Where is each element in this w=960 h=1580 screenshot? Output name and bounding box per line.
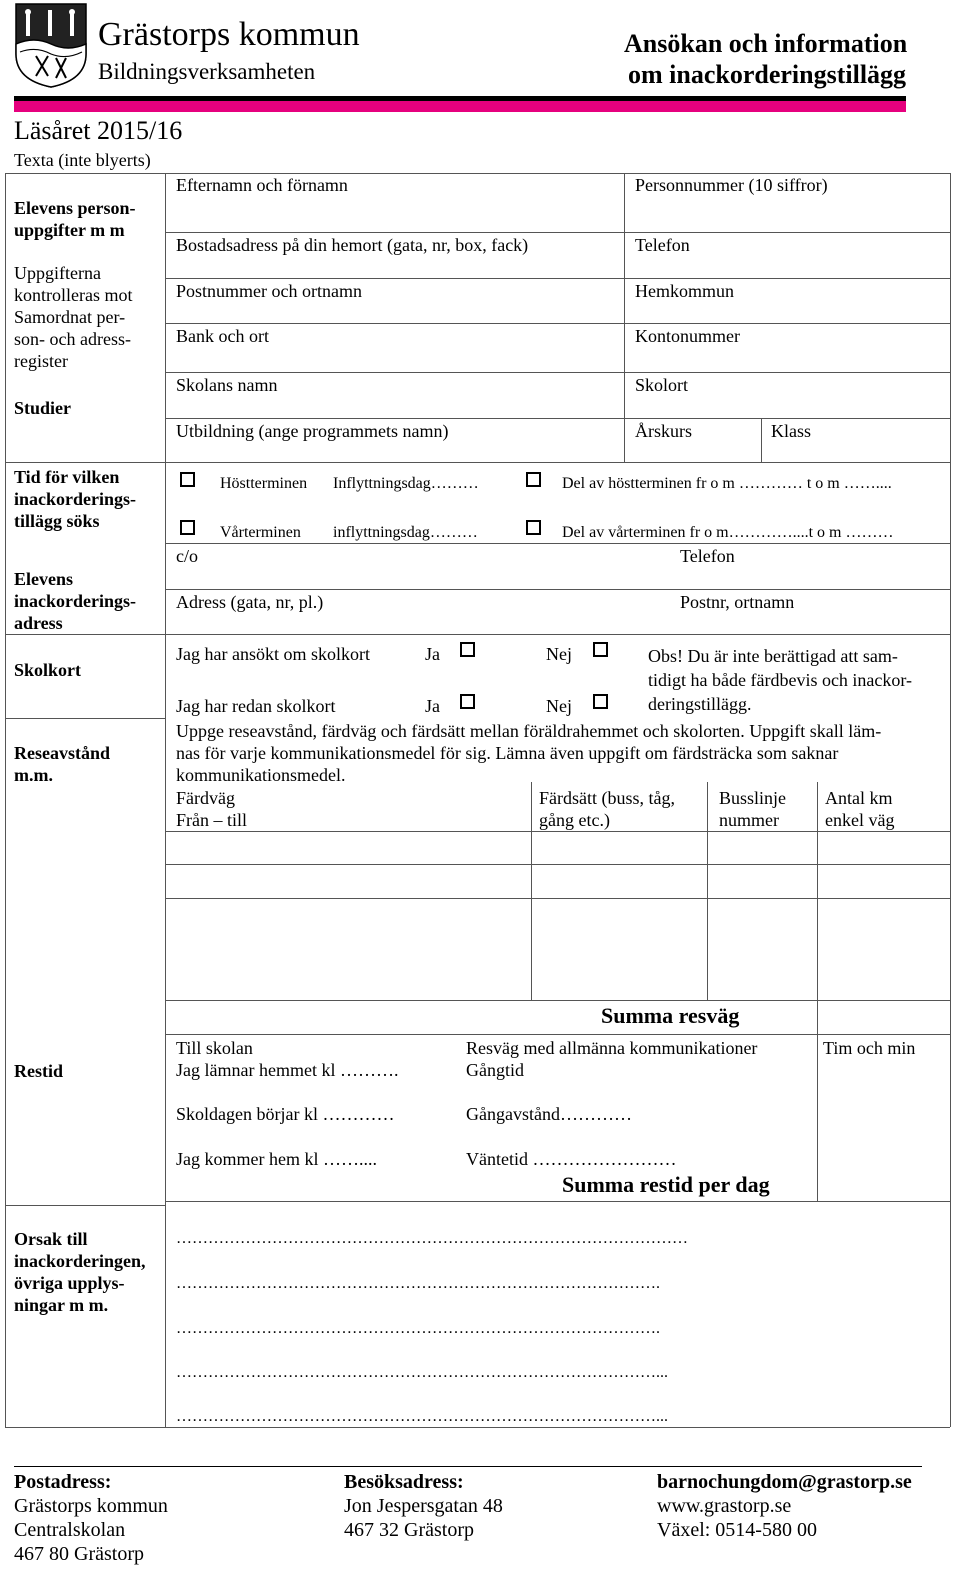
field-name[interactable]: Efternamn och förnamn [176,175,348,195]
footer-visit-line-1: Jon Jespersgatan 48 [344,1495,503,1517]
label-public-transport: Resväg med allmänna kommunikationer [466,1038,758,1058]
reason-line-4[interactable]: ………………………………………………………………………………... [176,1364,668,1381]
municipality-logo [14,2,88,88]
col-bus-line: Busslinje nummer [719,788,787,830]
buscard-note: Obs! Du är inte berättigad att sam- tidigt ha både färdbevis och inackor- deringstillägg. [648,646,913,714]
footer-postal-line-2: Centralskolan [14,1519,126,1541]
footer-postal-label: Postadress: [14,1471,112,1493]
sum-distance-label: Summa resväg [601,1003,740,1028]
section-heading-studies: Studier [14,398,72,418]
distance-row-2[interactable] [167,866,949,897]
footer-website[interactable]: www.grastorp.se [657,1495,792,1517]
field-postal[interactable]: Postnummer och ortnamn [176,281,362,301]
field-boarding-phone[interactable]: Telefon [680,546,735,566]
checkbox-applied-yes[interactable] [460,642,475,657]
distance-row-3[interactable] [167,900,949,999]
section-heading-period: Tid för vilken inackorderings- tillägg söks [14,467,137,531]
section-heading-traveltime: Restid [14,1061,63,1081]
section-heading-distance: Reseavstånd m.m. [14,743,111,785]
field-autumn-move-in[interactable]: Inflyttningsdag……… [333,475,479,492]
department-name: Bildningsverksamheten [98,59,316,84]
checkbox-have-yes[interactable] [460,694,475,709]
label-spring-term: Vårterminen [220,524,301,541]
section-heading-personal: Elevens person- uppgifter m m [14,198,136,240]
col-km: Antal km enkel väg [825,788,895,830]
header-rule-accent [14,101,906,112]
section-heading-reason: Orsak till inackorderingen, övriga upplys- ningar m m. [14,1229,146,1315]
municipality-name: Grästorps kommun [98,16,360,53]
footer-email[interactable]: barnochungdom@grastorp.se [657,1471,912,1493]
reason-line-3[interactable]: ………………………………………………………………………………. [176,1320,660,1337]
label-have-yes: Ja [425,696,440,716]
field-walking-distance[interactable]: Gångavstånd………… [466,1104,632,1124]
instruction-text: Texta (inte blyerts) [14,150,151,170]
field-personnummer[interactable]: Personnummer (10 siffror) [635,175,828,195]
label-have-no: Nej [546,696,572,716]
col-mode: Färdsätt (buss, tåg, gång etc.) [539,788,675,830]
field-boarding-address[interactable]: Adress (gata, nr, pl.) [176,592,324,612]
checkbox-applied-no[interactable] [593,642,608,657]
field-program[interactable]: Utbildning (ange programmets namn) [176,421,449,441]
field-care-of[interactable]: c/o [176,546,198,566]
reason-line-2[interactable]: ………………………………………………………………………………. [176,1275,660,1292]
footer-postal-line-3: 467 80 Grästorp [14,1543,144,1565]
col-route: Färdväg Från – till [176,788,247,830]
checkbox-autumn-term[interactable] [180,472,195,487]
sum-traveltime-label: Summa restid per dag [562,1172,770,1197]
footer-postal-line-1: Grästorps kommun [14,1495,168,1517]
field-home-municipality[interactable]: Hemkommun [635,281,734,301]
field-leave-home[interactable]: Jag lämnar hemmet kl ………. [176,1060,399,1080]
field-school-starts[interactable]: Skoldagen börjar kl ………… [176,1104,395,1124]
reason-line-5[interactable]: ………………………………………………………………………………... [176,1408,668,1425]
form-title-line1: Ansökan och information [624,29,908,58]
sum-distance-field[interactable] [819,1002,949,1033]
field-account[interactable]: Kontonummer [635,326,740,346]
field-class[interactable]: Klass [771,421,811,441]
checkbox-spring-partial[interactable] [526,520,541,535]
label-autumn-term: Höstterminen [220,475,308,492]
field-school-name[interactable]: Skolans namn [176,375,278,395]
footer-visit-label: Besöksadress: [344,1471,464,1493]
section-heading-buscard: Skolkort [14,660,82,680]
field-home-address[interactable]: Bostadsadress på din hemort (gata, nr, box, fack) [176,235,529,255]
field-year[interactable]: Årskurs [635,421,692,441]
form-title-line2: om inackorderingstillägg [628,60,907,89]
label-walking-time: Gångtid [466,1060,524,1080]
personal-verification-note: Uppgifterna kontrolleras mot Samordnat per- son- och adress- register [14,263,133,371]
school-year: Läsåret 2015/16 [14,116,183,145]
field-school-location[interactable]: Skolort [635,375,689,395]
label-applied-no: Nej [546,644,572,664]
field-phone[interactable]: Telefon [635,235,690,255]
label-hours-minutes: Tim och min [823,1038,916,1058]
checkbox-spring-term[interactable] [180,520,195,535]
distance-instructions: Uppge reseavstånd, färdväg och färdsätt mellan föräldrahemmet och skolorten. Uppgift skall läm- nas för varje kommunikationsmedel för sig. Lämna även uppgift om färdsträcka som saknar kommunikationsmedel. [176,721,882,785]
label-applied-yes: Ja [425,644,440,664]
section-heading-boarding: Elevens inackorderings- adress [14,569,137,633]
field-autumn-partial[interactable]: Del av höstterminen fr o m ………… t o m …….... [562,475,892,492]
field-boarding-postal[interactable]: Postnr, ortnamn [680,592,795,612]
field-waiting-time[interactable]: Väntetid …………………… [466,1149,677,1169]
label-applied-buscard: Jag har ansökt om skolkort [176,644,370,664]
field-bank[interactable]: Bank och ort [176,326,269,346]
footer-visit-line-2: 467 32 Grästorp [344,1519,474,1541]
checkbox-have-no[interactable] [593,694,608,709]
label-have-buscard: Jag har redan skolkort [176,696,336,716]
footer-rule [14,1466,922,1467]
reason-line-1[interactable]: …………………………………………………………………………………… [176,1230,688,1247]
footer-phone: Växel: 0514-580 00 [657,1519,817,1541]
checkbox-autumn-partial[interactable] [526,472,541,487]
field-spring-move-in[interactable]: inflyttningsdag……… [333,524,478,541]
label-to-school: Till skolan [176,1038,253,1058]
field-come-home[interactable]: Jag kommer hem kl …….... [176,1149,377,1169]
field-spring-partial[interactable]: Del av vårterminen fr o m…………....t o m ……… [562,524,894,541]
distance-row-1[interactable] [167,833,949,863]
